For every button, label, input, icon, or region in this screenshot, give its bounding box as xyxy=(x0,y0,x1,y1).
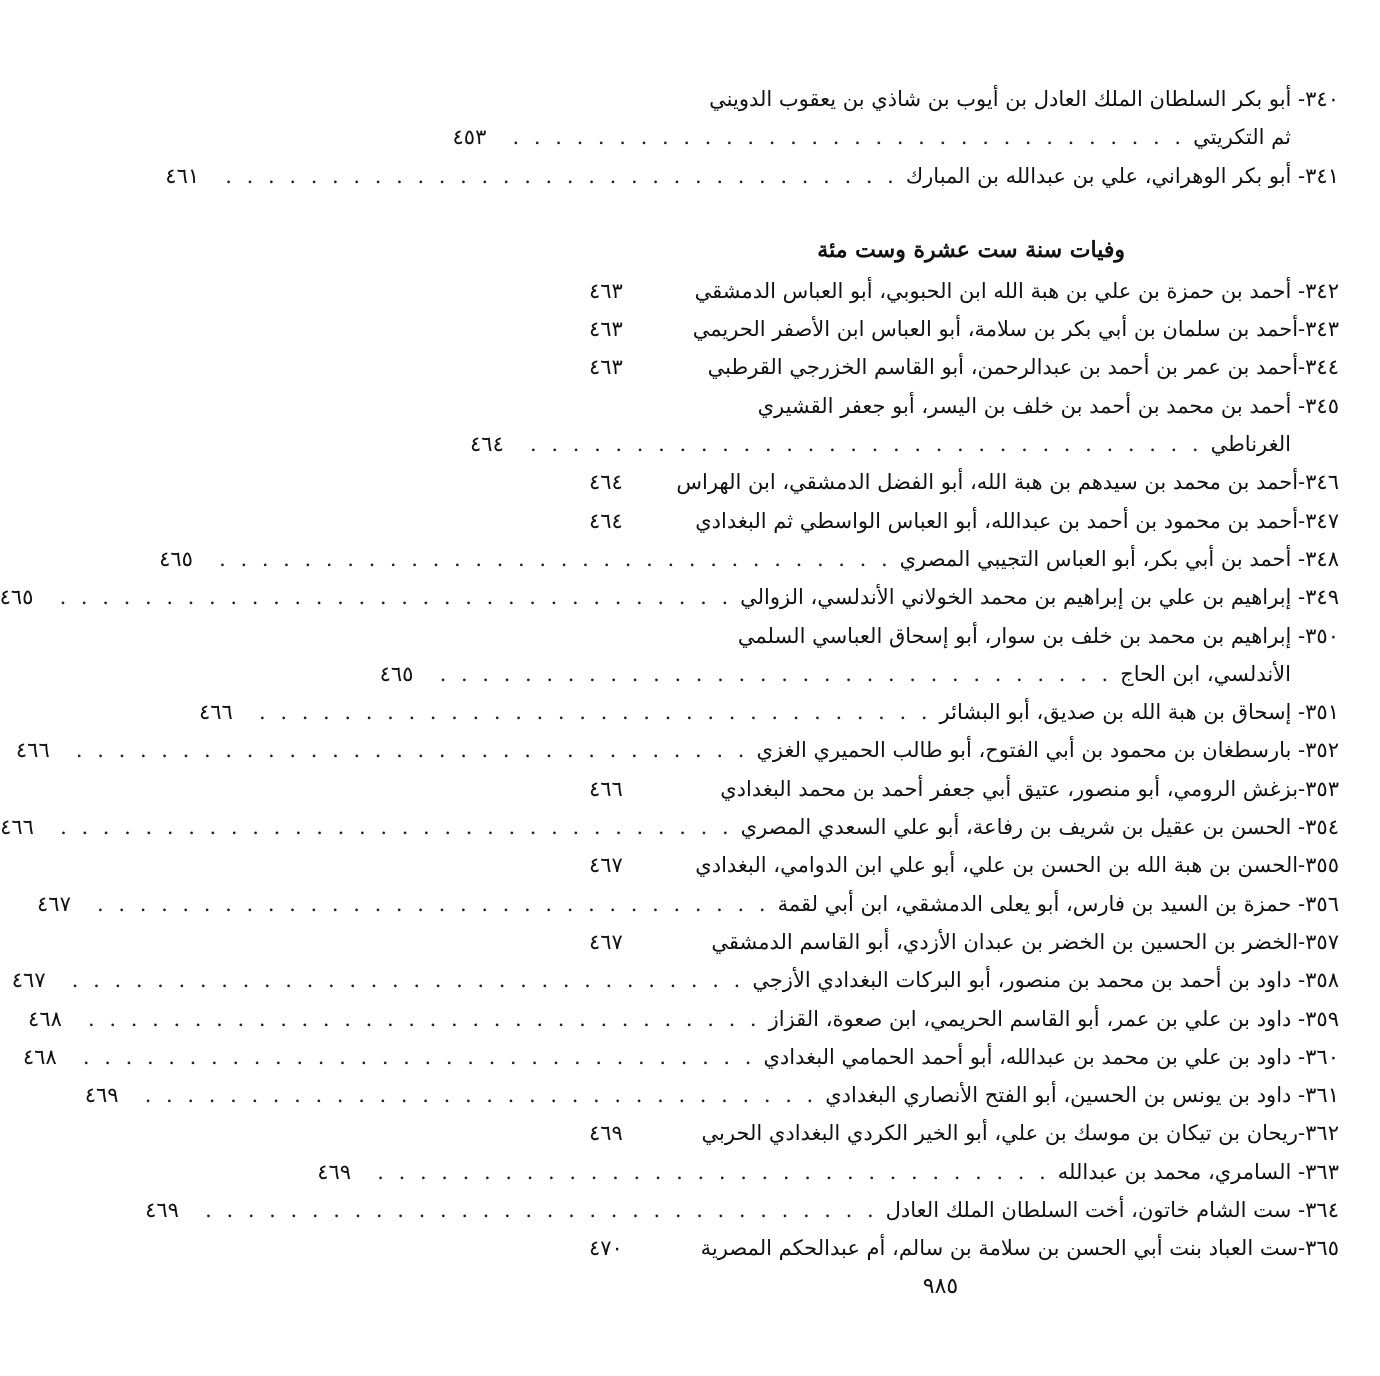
entry-text: ٣٤٣-أحمد بن سلمان بن أبي بكر بن سلامة، أبو العباس ابن الأصفر الحريمي xyxy=(692,317,1339,342)
entries-list xyxy=(0,272,1339,1268)
index-entry xyxy=(37,885,1339,923)
entry-text: ٣٥٠- إبراهيم بن محمد بن خلف بن سوار، أبو إسحاق العباسي السلمي xyxy=(737,623,1339,648)
entry-page-number: ٤٦٩ xyxy=(317,1159,352,1184)
index-entry xyxy=(589,923,1339,961)
entry-page-number: ٤٥٣ xyxy=(452,125,487,150)
leader-dots: . . . . . . . . . . . . . . . . . . . . . . . . . . . . . . . . xyxy=(439,661,1113,686)
leader-dots: . . . . . . . . . . . . . . . . . . . . . . . . . . . . . . . . xyxy=(530,432,1203,457)
entry-text: ٣٦٤- ست الشام خاتون، أخت السلطان الملك العادل xyxy=(885,1198,1339,1223)
entry-page-number: ٤٦٨ xyxy=(22,1044,57,1069)
entry-text: الأندلسي، ابن الحاج xyxy=(1120,661,1291,686)
leader-dots: . . . . . . . . . . . . . . . . . . . . . . . . . . . . . . . . xyxy=(75,738,749,763)
entry-text: ٣٤٥- أحمد بن محمد بن أحمد بن خلف بن اليسر، أبو جعفر القشيري xyxy=(757,393,1339,418)
section-gap xyxy=(589,195,1339,228)
entry-text: ٣٥٦- حمزة بن السيد بن فارس، أبو يعلى الدمشقي، ابن أبي لقمة xyxy=(777,891,1339,916)
entry-page-number: ٤٦٩ xyxy=(84,1083,119,1108)
index-page xyxy=(0,80,1339,1268)
leader-dots: . . . . . . . . . . . . . . . . . . . . . . . . . . . . . . . . xyxy=(60,815,733,840)
entry-text: ٣٥٨- داود بن أحمد بن محمد بن منصور، أبو البركات البغدادي الأزجي xyxy=(752,968,1339,993)
entry-text: ٣٥٣-بزغش الرومي، أبو منصور، عتيق أبي جعفر أحمد بن محمد البغدادي xyxy=(720,776,1339,801)
entry-page-number: ٤٦٣ xyxy=(589,317,623,342)
leader-dots: . . . . . . . . . . . . . . . . . . . . . . . . . . . . . . . . xyxy=(144,1083,818,1108)
section-heading: وفيات سنة ست عشرة وست مئة xyxy=(817,236,1125,263)
entry-text: ٣٥٧-الخضر بن الحسين بن الخضر بن عبدان الأزدي، أبو القاسم الدمشقي xyxy=(711,929,1339,954)
entry-page-number: ٤٦٦ xyxy=(589,776,623,801)
entry-text: ٣٤٩- إبراهيم بن علي بن إبراهيم بن محمد الخولاني الأندلسي، الزوالي xyxy=(740,585,1339,610)
index-entry-continuation xyxy=(379,655,1339,693)
entry-text: ٣٥١- إسحاق بن هبة الله بن صديق، أبو البشائر xyxy=(939,700,1339,725)
index-entry-continuation xyxy=(452,118,1339,156)
entry-page-number: ٤٦٥ xyxy=(159,546,193,571)
entry-page-number: ٤٦٩ xyxy=(145,1198,179,1223)
entry-text: ٣٦٥-ست العباد بنت أبي الحسن بن سلامة بن سالم، أم عبدالحكم المصرية xyxy=(700,1236,1339,1261)
index-entry-continuation xyxy=(470,425,1339,463)
index-entry xyxy=(22,1038,1339,1076)
entry-text: ٣٤١- أبو بكر الوهراني، علي بن عبدالله بن المبارك xyxy=(905,163,1339,188)
entry-text: ٣٤٢- أحمد بن حمزة بن علي بن هبة الله ابن الحبوبي، أبو العباس الدمشقي xyxy=(694,278,1339,303)
index-entry xyxy=(589,1229,1339,1267)
leader-dots: . . . . . . . . . . . . . . . . . . . . . . . . . . . . . . . . xyxy=(377,1159,1050,1184)
entry-page-number: ٤٦٦ xyxy=(199,700,233,725)
entry-page-number: ٤٦٧ xyxy=(589,853,623,878)
index-entry xyxy=(317,1153,1339,1191)
entry-page-number: ٤٦٤ xyxy=(470,432,504,457)
leader-dots: . . . . . . . . . . . . . . . . . . . . . . . . . . . . . . . . xyxy=(88,1006,761,1031)
entry-page-number: ٤٦٧ xyxy=(589,929,623,954)
entry-text: ٣٤٦-أحمد بن محمد بن سيدهم بن هبة الله، أبو الفضل الدمشقي، ابن الهراس xyxy=(676,470,1339,495)
index-entry xyxy=(589,617,1339,655)
entry-text: ٣٦٣- السامري، محمد بن عبدالله xyxy=(1057,1159,1339,1184)
entry-text: ٣٥٩- داود بن علي بن عمر، أبو القاسم الحريمي، ابن صعوة، القزاز xyxy=(768,1006,1339,1031)
entry-text: ٣٥٤- الحسن بن عقيل بن شريف بن رفاعة، أبو علي السعدي المصري xyxy=(740,815,1339,840)
leader-dots: . . . . . . . . . . . . . . . . . . . . . . . . . . . . . . . . xyxy=(512,125,1186,150)
index-entry xyxy=(589,1114,1339,1152)
entry-page-number: ٤٦٨ xyxy=(28,1006,62,1031)
index-entry xyxy=(28,1000,1339,1038)
entry-page-number: ٤٧٠ xyxy=(589,1236,623,1261)
leader-dots: . . . . . . . . . . . . . . . . . . . . . . . . . . . . . . . . xyxy=(225,163,898,188)
index-entry xyxy=(0,578,1339,616)
index-entry xyxy=(199,693,1339,731)
entry-text: ٣٤٤-أحمد بن عمر بن أحمد بن عبدالرحمن، أبو القاسم الخزرجي القرطبي xyxy=(707,355,1339,380)
leader-dots: . . . . . . . . . . . . . . . . . . . . . . . . . . . . . . . . xyxy=(82,1044,756,1069)
leader-dots: . . . . . . . . . . . . . . . . . . . . . . . . . . . . . . . . xyxy=(259,700,932,725)
index-entry xyxy=(165,157,1339,195)
entry-page-number: ٤٦٤ xyxy=(589,508,623,533)
index-entry xyxy=(15,731,1339,769)
entry-text: ٣٤٨- أحمد بن أبي بكر، أبو العباس التجيبي المصري xyxy=(899,546,1339,571)
leader-dots: . . . . . . . . . . . . . . . . . . . . . . . . . . . . . . . . xyxy=(71,968,745,993)
entry-text: ٣٦٠- داود بن علي بن محمد بن عبدالله، أبو أحمد الحمامي البغدادي xyxy=(763,1044,1339,1069)
index-entry xyxy=(589,387,1339,425)
entry-page-number: ٤٦٣ xyxy=(589,355,623,380)
entry-page-number: ٤٦٣ xyxy=(589,278,623,303)
entry-page-number: ٤٦٩ xyxy=(589,1121,623,1146)
index-entry xyxy=(589,310,1339,348)
index-entry xyxy=(589,272,1339,310)
index-entry xyxy=(589,770,1339,808)
index-entry xyxy=(589,846,1339,884)
entry-page-number: ٤٦٦ xyxy=(0,815,34,840)
index-entry xyxy=(145,1191,1339,1229)
top-entries xyxy=(165,80,1339,195)
entry-text: الغرناطي xyxy=(1210,432,1291,457)
index-entry xyxy=(589,348,1339,386)
index-entry xyxy=(589,502,1339,540)
entry-text: ٣٦١- داود بن يونس بن الحسين، أبو الفتح الأنصاري البغدادي xyxy=(825,1083,1339,1108)
index-entry xyxy=(11,961,1339,999)
entry-page-number: ٤٦٦ xyxy=(15,738,50,763)
leader-dots: . . . . . . . . . . . . . . . . . . . . . . . . . . . . . . . . xyxy=(59,585,733,610)
entry-page-number: ٤٦١ xyxy=(165,163,200,188)
entry-text: ثم التكريتي xyxy=(1193,125,1291,150)
entry-page-number: ٤٦٧ xyxy=(37,891,71,916)
index-entry xyxy=(159,540,1339,578)
index-entry xyxy=(589,463,1339,501)
entry-text: ٣٥٥-الحسن بن هبة الله بن الحسن بن علي، أبو علي ابن الدوامي، البغدادي xyxy=(695,853,1339,878)
entry-page-number: ٤٦٥ xyxy=(379,661,414,686)
entry-text: ٣٥٢- بارسطغان بن محمود بن أبي الفتوح، أبو طالب الحميري الغزي xyxy=(756,738,1339,763)
entry-page-number: ٤٦٤ xyxy=(589,470,623,495)
page-number: ٩٨٥ xyxy=(922,1274,959,1299)
entry-text: ٣٤٠- أبو بكر السلطان الملك العادل بن أيوب بن شاذي بن يعقوب الدويني xyxy=(709,87,1339,111)
index-entry xyxy=(589,80,1339,118)
leader-dots: . . . . . . . . . . . . . . . . . . . . . . . . . . . . . . . . xyxy=(205,1198,878,1223)
entry-text: ٣٦٢-ريحان بن تيكان بن موسك بن علي، أبو الخير الكردي البغدادي الحربي xyxy=(701,1121,1339,1146)
entry-page-number: ٤٦٧ xyxy=(11,968,46,993)
entry-page-number: ٤٦٥ xyxy=(0,585,34,610)
leader-dots: . . . . . . . . . . . . . . . . . . . . . . . . . . . . . . . . xyxy=(97,891,770,916)
index-entry xyxy=(0,808,1339,846)
entry-text: ٣٤٧-أحمد بن محمود بن أحمد بن عبدالله، أبو العباس الواسطي ثم البغدادي xyxy=(695,508,1339,533)
leader-dots: . . . . . . . . . . . . . . . . . . . . . . . . . . . . . . . . xyxy=(219,546,892,571)
index-entry xyxy=(84,1076,1339,1114)
